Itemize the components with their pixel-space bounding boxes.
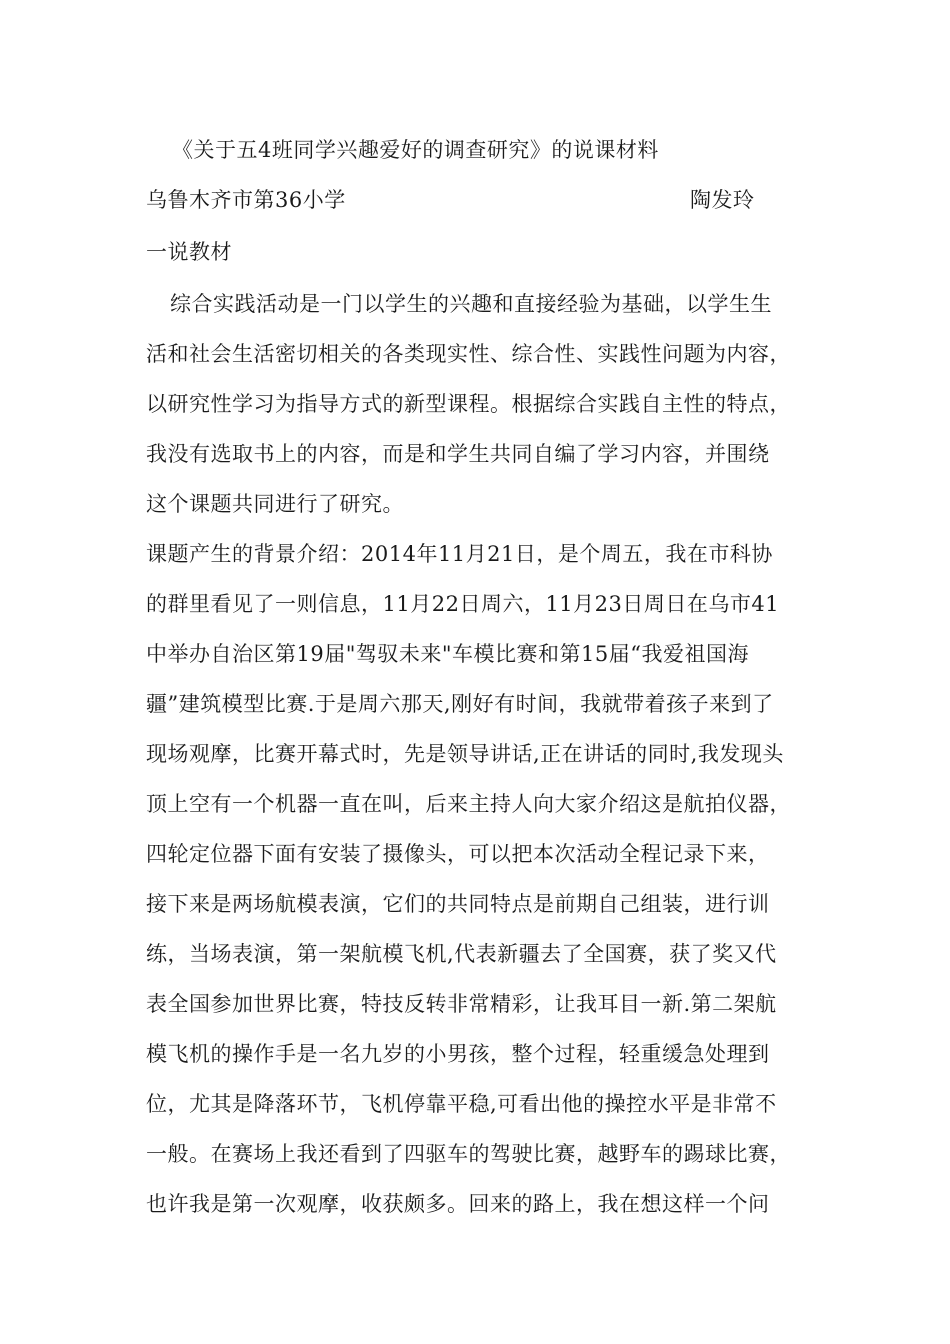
- paragraph2-line: 位，尤其是降落环节，飞机停靠平稳,可看出他的操控水平是非常不: [146, 1092, 777, 1116]
- paragraph2-line: 表全国参加世界比赛，特技反转非常精彩，让我耳目一新.第二架航: [146, 992, 777, 1016]
- paragraph2-line: 课题产生的背景介绍：2014年11月21日，是个周五，我在市科协: [146, 542, 773, 566]
- paragraph1-line: 以研究性学习为指导方式的新型课程。根据综合实践自主性的特点，: [146, 392, 791, 416]
- paragraph2-line: 中举办自治区第19届"驾驭未来"车模比赛和第15届“我爱祖国海: [146, 642, 749, 666]
- paragraph2-line: 也许我是第一次观摩，收获颇多。回来的路上，我在想这样一个问: [146, 1192, 770, 1216]
- paragraph2-line: 顶上空有一个机器一直在叫，后来主持人向大家介绍这是航拍仪器，: [146, 792, 791, 816]
- paragraph1-line: 我没有选取书上的内容，而是和学生共同自编了学习内容，并围绕: [146, 442, 770, 466]
- paragraph2-line: 的群里看见了一则信息，11月22日周六，11月23日周日在乌市41: [146, 592, 780, 616]
- paragraph1-line: 活和社会生活密切相关的各类现实性、综合性、实践性问题为内容，: [146, 342, 791, 366]
- school-name: 乌鲁木齐市第36小学: [146, 188, 346, 212]
- paragraph2-line: 现场观摩，比赛开幕式时，先是领导讲话,正在讲话的同时,我发现头: [146, 742, 784, 766]
- paragraph2-line: 四轮定位器下面有安装了摄像头，可以把本次活动全程记录下来，: [146, 842, 770, 866]
- paragraph2-line: 疆”建筑模型比赛.于是周六那天,刚好有时间，我就带着孩子来到了: [146, 692, 774, 716]
- author-name: 陶发玲: [690, 188, 755, 212]
- document-title: 《关于五4班同学兴趣爱好的调查研究》的说课材料: [172, 138, 659, 162]
- paragraph2-line: 接下来是两场航模表演，它们的共同特点是前期自己组装，进行训: [146, 892, 770, 916]
- paragraph2-line: 一般。在赛场上我还看到了四驱车的驾驶比赛，越野车的踢球比赛，: [146, 1142, 791, 1166]
- paragraph2-line: 模飞机的操作手是一名九岁的小男孩，整个过程，轻重缓急处理到: [146, 1042, 770, 1066]
- section-heading: 一说教材: [146, 240, 232, 264]
- paragraph2-line: 练，当场表演，第一架航模飞机,代表新疆去了全国赛，获了奖又代: [146, 942, 777, 966]
- paragraph1-line: 这个课题共同进行了研究。: [146, 492, 404, 516]
- paragraph1-line: 综合实践活动是一门以学生的兴趣和直接经验为基础，以学生生: [170, 292, 772, 316]
